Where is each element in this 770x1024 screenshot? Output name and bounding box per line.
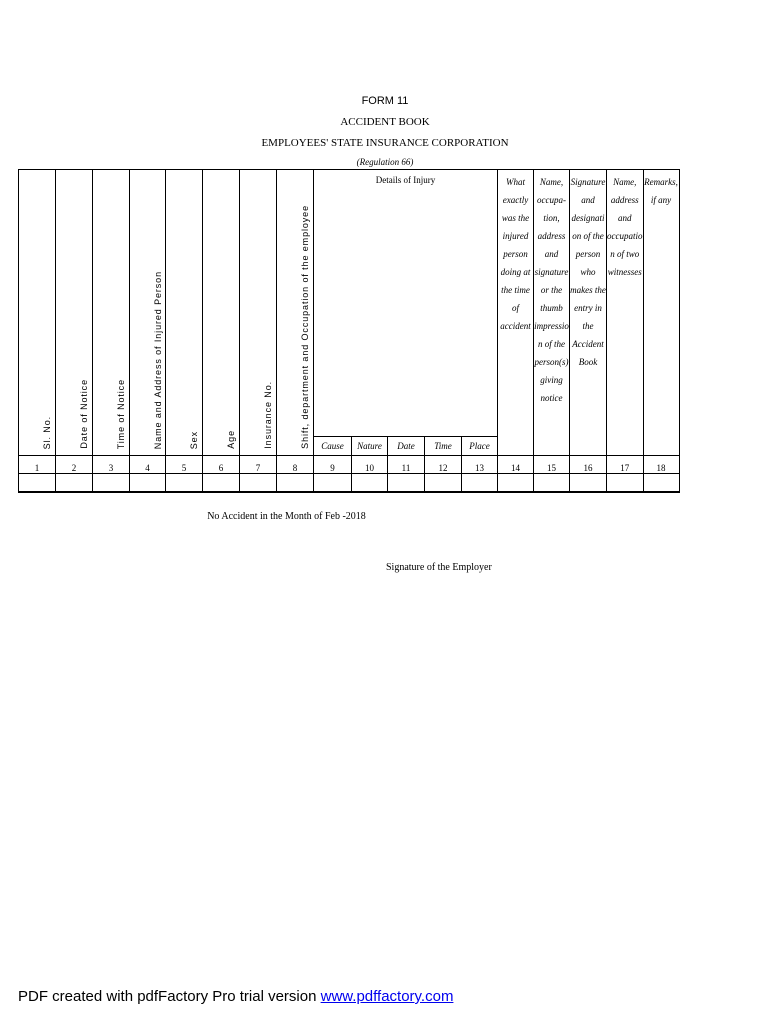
header-shift-department bbox=[277, 170, 314, 456]
pdf-footer bbox=[18, 988, 453, 1005]
column-number: 7 bbox=[240, 456, 277, 474]
header-label: Sl. No. bbox=[42, 415, 52, 449]
column-number: 5 bbox=[166, 456, 203, 474]
tall-header-line: exactly bbox=[502, 195, 529, 205]
tall-header-line: giving bbox=[540, 375, 563, 385]
header-sl-no bbox=[19, 170, 56, 456]
tall-header-line: notice bbox=[540, 393, 563, 403]
header-label: Name and Address of Injured Person bbox=[152, 270, 163, 449]
tall-header-line: was the bbox=[501, 213, 530, 223]
column-number: 10 bbox=[352, 456, 388, 474]
tall-header-line: person bbox=[575, 249, 601, 259]
tall-header-line: who bbox=[580, 267, 596, 277]
tall-header-lines bbox=[644, 173, 679, 209]
empty-cell bbox=[19, 474, 56, 493]
empty-cell bbox=[166, 474, 203, 493]
subheader-place: Place bbox=[462, 436, 498, 455]
tall-header-line: tion, bbox=[543, 213, 560, 223]
empty-cell bbox=[93, 474, 130, 493]
tall-header-line: witnesses bbox=[607, 267, 642, 277]
empty-cell bbox=[130, 474, 166, 493]
column-number: 9 bbox=[314, 456, 352, 474]
footer-text: PDF created with pdfFactory Pro trial version bbox=[18, 988, 321, 1005]
subheader-nature: Nature bbox=[352, 436, 388, 455]
column-number: 1 bbox=[19, 456, 56, 474]
header-notice-giver bbox=[534, 170, 570, 456]
tall-header-lines bbox=[534, 173, 569, 407]
header-entry-signature bbox=[570, 170, 607, 456]
tall-header-line: n of the bbox=[538, 339, 565, 349]
header-date-of-notice bbox=[56, 170, 93, 456]
pdffactory-link[interactable]: www.pdffactory.com bbox=[320, 988, 454, 1005]
column-number: 8 bbox=[277, 456, 314, 474]
tall-header-lines bbox=[607, 173, 643, 281]
empty-cell bbox=[534, 474, 570, 493]
tall-header-line: person(s) bbox=[534, 357, 569, 367]
header-insurance-no bbox=[240, 170, 277, 456]
empty-cell bbox=[498, 474, 534, 493]
column-number: 2 bbox=[56, 456, 93, 474]
tall-header-line: thumb bbox=[540, 303, 563, 313]
tall-header-line: on of the bbox=[572, 231, 604, 241]
tall-header-lines bbox=[570, 173, 606, 371]
form-title: FORM 11 bbox=[361, 95, 409, 107]
details-label: Details of Injury bbox=[375, 175, 436, 185]
no-accident-note: No Accident in the Month of Feb -2018 bbox=[207, 511, 366, 522]
tall-header-line: signature bbox=[534, 267, 569, 277]
empty-cell bbox=[425, 474, 462, 493]
tall-header-line: injured bbox=[502, 231, 529, 241]
header-remarks bbox=[643, 170, 679, 456]
column-number: 11 bbox=[388, 456, 425, 474]
subheader-cause: Cause bbox=[314, 436, 352, 455]
header-label: Date of Notice bbox=[79, 379, 89, 449]
tall-header-line: makes the bbox=[570, 285, 606, 295]
tall-header-line: the bbox=[582, 321, 594, 331]
tall-header-line: Name, bbox=[613, 177, 637, 187]
column-number: 16 bbox=[570, 456, 607, 474]
subheader-date: Date bbox=[388, 436, 425, 455]
subheader-time: Time bbox=[425, 436, 462, 455]
header-time-of-notice bbox=[93, 170, 130, 456]
header-label: Time of Notice bbox=[116, 378, 126, 449]
column-number: 14 bbox=[498, 456, 534, 474]
header-label: Age bbox=[226, 430, 236, 449]
empty-cell bbox=[570, 474, 607, 493]
tall-header-line: and bbox=[581, 195, 595, 205]
header-witnesses bbox=[607, 170, 644, 456]
empty-cell bbox=[352, 474, 388, 493]
column-number: 13 bbox=[462, 456, 498, 474]
tall-header-line: What bbox=[506, 177, 525, 187]
tall-header-line: impressio bbox=[534, 321, 569, 331]
employer-signature-label: Signature of the Employer bbox=[386, 562, 492, 573]
column-number: 12 bbox=[425, 456, 462, 474]
tall-header-line: designati bbox=[571, 213, 605, 223]
tall-header-line: address bbox=[610, 195, 639, 205]
tall-header-line: Signature bbox=[570, 177, 606, 187]
header-label: Shift, department and Occupation of the employee bbox=[300, 205, 310, 449]
header-age bbox=[203, 170, 240, 456]
tall-header-line: person bbox=[503, 249, 528, 259]
column-number: 15 bbox=[534, 456, 570, 474]
tall-header-line: Name, bbox=[539, 177, 564, 187]
tall-header-line: accident bbox=[500, 321, 531, 331]
tall-header-line: Accident bbox=[572, 339, 604, 349]
regulation-reference: (Regulation 66) bbox=[356, 157, 414, 167]
tall-header-line: entry in bbox=[574, 303, 602, 313]
book-title: ACCIDENT BOOK bbox=[340, 116, 430, 128]
tall-header-line: n of two bbox=[610, 249, 640, 259]
column-number: 17 bbox=[607, 456, 644, 474]
tall-header-line: if any bbox=[650, 195, 672, 205]
tall-header-line: and bbox=[544, 249, 559, 259]
tall-header-line: the time bbox=[501, 285, 530, 295]
header-label: Sex bbox=[189, 430, 199, 449]
empty-cell bbox=[607, 474, 644, 493]
empty-cell bbox=[56, 474, 93, 493]
tall-header-line: of bbox=[511, 303, 519, 313]
empty-cell bbox=[240, 474, 277, 493]
header-label: Insurance No. bbox=[263, 381, 273, 449]
column-number: 3 bbox=[93, 456, 130, 474]
empty-cell bbox=[277, 474, 314, 493]
tall-header-line: occupa- bbox=[537, 195, 566, 205]
empty-cell bbox=[643, 474, 679, 493]
empty-cell bbox=[314, 474, 352, 493]
empty-entry-row bbox=[19, 474, 680, 493]
tall-header-line: occupatio bbox=[607, 231, 643, 241]
column-number: 6 bbox=[203, 456, 240, 474]
tall-header-line: doing at bbox=[500, 267, 531, 277]
tall-header-line: or the bbox=[540, 285, 563, 295]
corporation-title: EMPLOYEES' STATE INSURANCE CORPORATION bbox=[261, 137, 509, 149]
accident-book-table bbox=[18, 169, 680, 493]
column-number-row bbox=[19, 456, 680, 474]
tall-header-line: and bbox=[618, 213, 632, 223]
header-what-doing bbox=[498, 170, 534, 456]
tall-header-line: Remarks, bbox=[644, 177, 678, 187]
tall-header-lines bbox=[498, 173, 533, 335]
column-number: 4 bbox=[130, 456, 166, 474]
header-sex bbox=[166, 170, 203, 456]
header-injured-person bbox=[130, 170, 166, 456]
header-details-of-injury bbox=[314, 170, 498, 437]
column-number: 18 bbox=[643, 456, 679, 474]
empty-cell bbox=[462, 474, 498, 493]
empty-cell bbox=[388, 474, 425, 493]
empty-cell bbox=[203, 474, 240, 493]
tall-header-line: Book bbox=[578, 357, 598, 367]
tall-header-line: address bbox=[537, 231, 566, 241]
